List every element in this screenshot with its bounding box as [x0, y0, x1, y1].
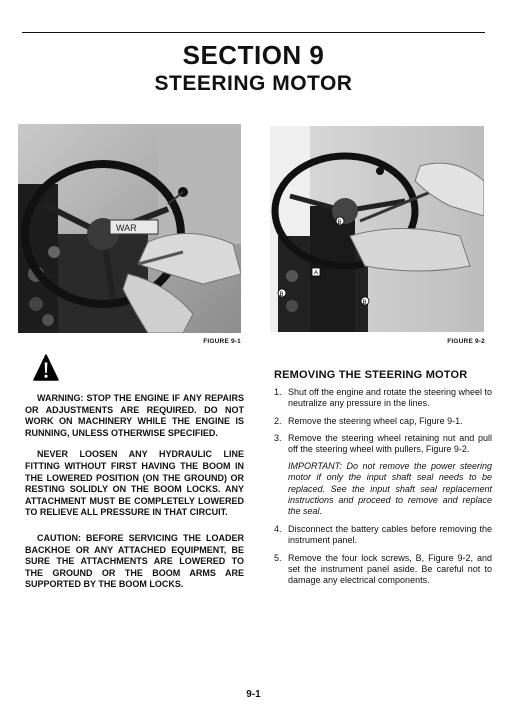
list-item — [274, 553, 492, 587]
step-text: Disconnect the battery cables before removing the instrument panel. — [288, 524, 492, 546]
list-item — [274, 433, 492, 455]
step-number: 1. — [274, 387, 282, 398]
step-number: 5. — [274, 552, 282, 563]
procedure — [274, 370, 492, 592]
step-number: 4. — [274, 524, 282, 535]
section-title: SECTION 9 — [182, 40, 325, 70]
caution-text: CAUTION: BEFORE SERVICING THE LOADER BACKHOE OR ANY ATTACHED EQUIPMENT, BE SURE THE ATTACHMENTS ARE LOWERED TO THE GROUND OR THE BOOM ARMS ARE SUPPORTED BY THE BOOM LOCKS. — [25, 532, 244, 590]
callout-b-3: B — [362, 300, 367, 306]
warning-triangle-icon — [33, 354, 59, 381]
figure-9-1-caption: FIGURE 9-1 — [203, 338, 241, 345]
procedure-heading: REMOVING THE STEERING MOTOR — [274, 369, 468, 381]
safety-notices — [25, 393, 244, 601]
step-text: Remove the steering wheel retaining nut and pull off the steering wheel with pullers, Figure 9-2. — [288, 432, 492, 455]
important-note: IMPORTANT: Do not remove the power steering motor if only the input shaft seal needs to be replaced. See the input shaft seal replacement instructions and proceed to remove and replace the seal. — [288, 461, 492, 517]
warning-text: WARNING: STOP THE ENGINE IF ANY REPAIRS OR ADJUSTMENTS ARE REQUIRED. DO NOT WORK ON MACHINERY WHILE THE ENGINE IS RUNNING, UNLESS OTHERWISE SPECIFIED. — [25, 393, 244, 438]
step-number: 3. — [274, 432, 282, 443]
callout-b-2: B — [279, 292, 284, 298]
figure-9-2-caption: FIGURE 9-2 — [447, 338, 485, 345]
list-item — [274, 416, 492, 427]
step-text: Remove the four lock screws, B, Figure 9-2, and set the instrument panel aside. Be careful not to damage any electrical components. — [288, 552, 492, 586]
callout-a: A — [314, 270, 319, 277]
step-text: Remove the steering wheel cap, Figure 9-1. — [288, 415, 463, 426]
list-item — [274, 524, 492, 546]
hydraulic-warning-text: NEVER LOOSEN ANY HYDRAULIC LINE FITTING WITHOUT FIRST HAVING THE BOOM IN THE LOWERED POSITION (ON THE GROUND) OR RESTING SOLIDLY ON THE BOOM LOCKS. ANY ATTACHMENT MUST BE COMPLETELY LOWERED TO RELIEVE ALL PRESSURE IN THAT CIRCUIT. — [25, 449, 244, 518]
step-number: 2. — [274, 415, 282, 426]
page-title: STEERING MOTOR — [154, 72, 353, 95]
list-item — [274, 387, 492, 409]
figure-9-2-photo — [270, 126, 484, 332]
step-text: Shut off the engine and rotate the steering wheel to neutralize any pressure in the lines. — [288, 387, 492, 409]
callout-b-1: B — [337, 220, 342, 226]
top-rule — [22, 32, 485, 33]
figure-9-1-photo — [18, 124, 241, 333]
panel-warning-text: WAR — [116, 223, 137, 233]
page-number: 9-1 — [246, 689, 261, 700]
